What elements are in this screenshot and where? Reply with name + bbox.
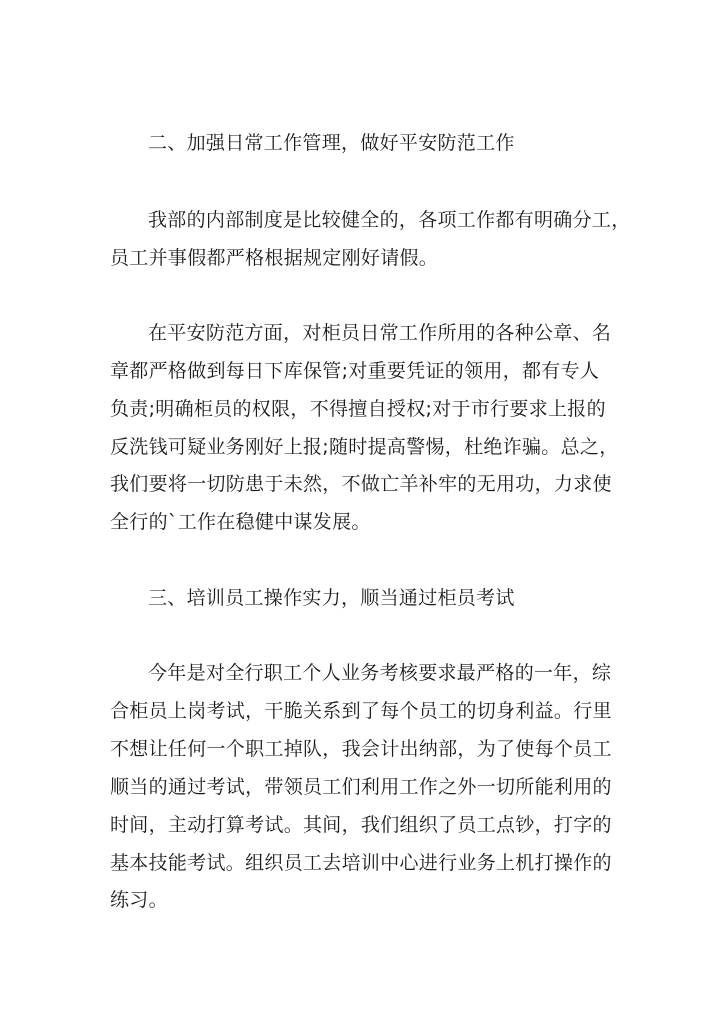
paragraph-3-line-3: 不想让任何一个职工掉队，我会计出纳部，为了使每个员工 xyxy=(110,738,612,760)
paragraph-3-line-2: 合柜员上岗考试，干脆关系到了每个员工的切身利益。行里 xyxy=(110,700,612,722)
paragraph-2-line-4: 反洗钱可疑业务刚好上报;随时提高警惕，杜绝诈骗。总之， xyxy=(110,436,619,458)
paragraph-3-line-7: 练习。 xyxy=(110,889,168,911)
paragraph-2-line-5: 我们要将一切防患于未然，不做亡羊补牢的无用功，力求使 xyxy=(110,473,612,495)
section-heading-2: 二、加强日常工作管理，做好平安防范工作 xyxy=(148,132,515,154)
paragraph-3-line-6: 基本技能考试。组织员工去培训中心进行业务上机打操作的 xyxy=(110,852,612,874)
paragraph-3-line-1: 今年是对全行职工个人业务考核要求最严格的一年，综 xyxy=(148,662,612,684)
paragraph-2-line-3: 负责;明确柜员的权限，不得擅自授权;对于市行要求上报的 xyxy=(110,398,606,420)
paragraph-2-line-6: 全行的`工作在稳健中谋发展。 xyxy=(110,511,371,533)
paragraph-2-line-2: 章都严格做到每日下库保管;对重要凭证的领用，都有专人 xyxy=(110,360,600,382)
paragraph-3-line-4: 顺当的通过考试，带领员工们利用工作之外一切所能利用的 xyxy=(110,776,612,798)
paragraph-1-line-1: 我部的内部制度是比较健全的，各项工作都有明确分工， xyxy=(148,209,631,231)
paragraph-2-line-1: 在平安防范方面，对柜员日常工作所用的各种公章、名 xyxy=(148,322,612,344)
paragraph-1-line-2: 员工并事假都严格根据规定刚好请假。 xyxy=(110,247,439,269)
section-heading-3: 三、培训员工操作实力，顺当通过柜员考试 xyxy=(148,587,515,609)
paragraph-3-line-5: 时间，主动打算考试。其间，我们组织了员工点钞，打字的 xyxy=(110,814,612,836)
